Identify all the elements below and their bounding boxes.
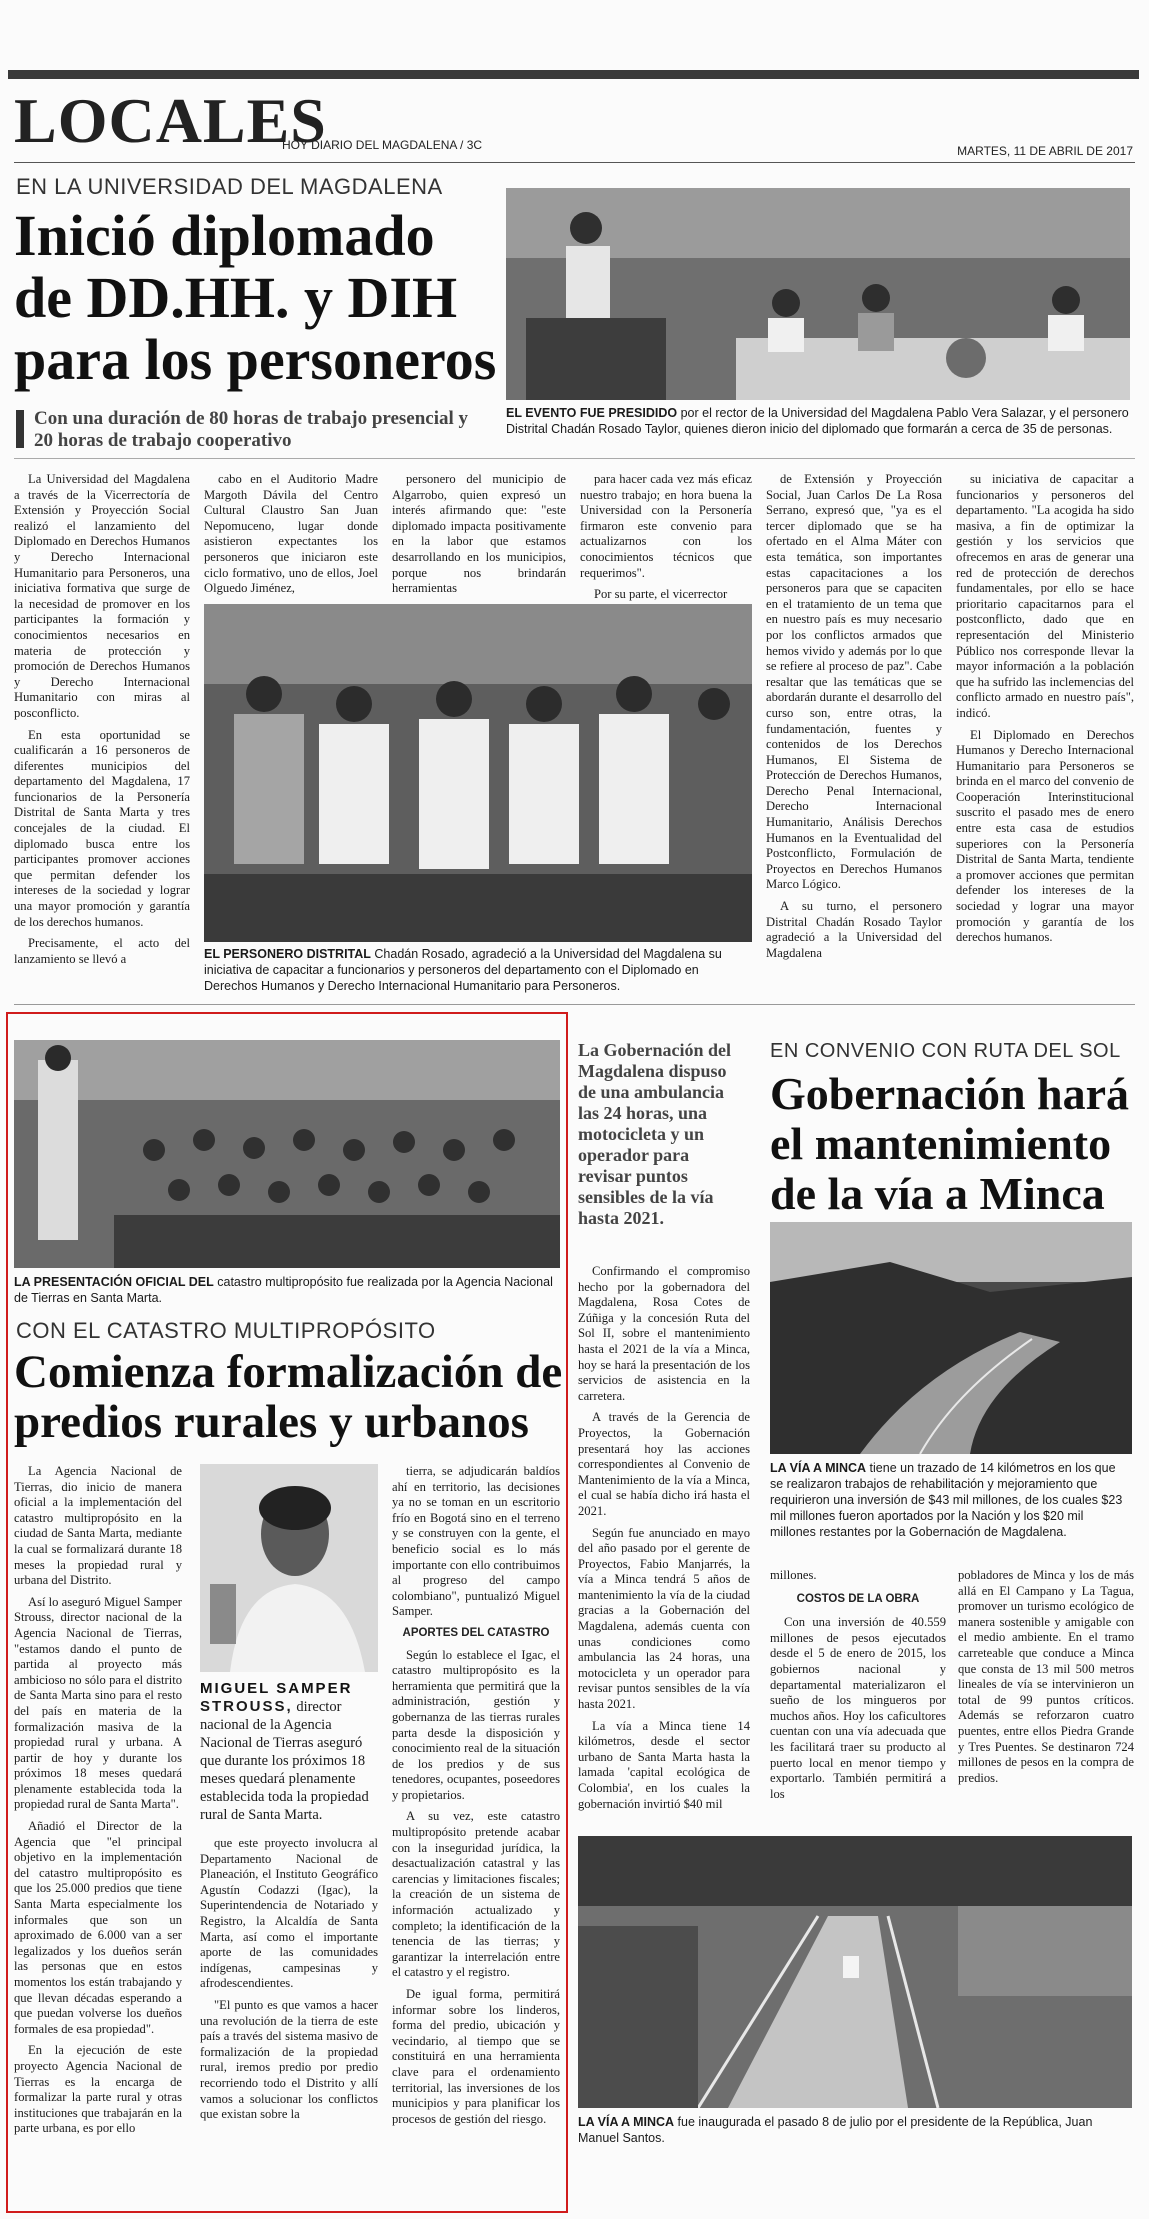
paragraph: Según fue anunciado en mayo del año pasado por el gerente de Proyectos, Fabio Manjarrés, la vía a Minca tendrá 5 años de mantenimiento la vía de la ciudad gracias a la Gobernación del Magdalena, además cuenta con unas condiciones como ambulancia las 24 horas, una motocicleta y un operador para revisar puntos sensibles de la vía hasta 2021. — [578, 1525, 750, 1712]
paragraph: Con una inversión de 40.559 millones de pesos ejecutados desde el 5 de enero de 2015, los gobiernos nacional y departamental materializaron el sueño de los mingueros por muchos años. Hoy los caficultores cuentan con una vía adecuada que les facilitará traer su producto al puerto local en menor tiempo y exportarlo. También permitirá a los — [770, 1615, 946, 1801]
story3-headline-3: de la vía a Minca — [770, 1168, 1105, 1219]
paragraph: personero del municipio de Algarrobo, quien expresó un interés afirmando que: "este diplomado impacta positivamente en la labor que estamos desarrollando en los municipios, porque nos brindarán herramientas — [392, 472, 566, 596]
paragraph: Precisamente, el acto del lanzamiento se llevó a — [14, 936, 190, 966]
paragraph: su iniciativa de capacitar a funcionarios y personeros del departamento. "La acogida ha sido masiva, a fin de optimizar la gestión y los servicios que ofrecemos en aras de generar una red de protección de derechos fundamentales, por ello se hace prioritario capacitarnos para el postconflicto, dado que en representación del Ministerio Público nos corresponde llevar la mayor información a la población que ha sufrido las inclemencias del conflicto armado en nuestro país", indicó. — [956, 472, 1134, 720]
paragraph: En esta oportunidad se cualificarán a 16 personeros de diferentes municipios del departamento del Magdalena, 17 funcionarios de la Personería Distrital de Santa Marta y tres concejales de la ciudad. El diplomado busca entre los participantes promover acciones que permitan defender los intereses de la sociedad y lograr una mayor promoción y garantía de los derechos humanos. — [14, 727, 190, 929]
byline-block — [200, 1680, 378, 1824]
story2-column-1 — [14, 1464, 182, 2143]
byline-name-2: STROUSS, — [200, 1698, 293, 1715]
paragraph: A su turno, el personero Distrital Chadán Rosado Taylor agradeció a la Universidad del Magdalena — [766, 899, 942, 960]
caption-text: tiene un trazado de 14 kilómetros en los que se realizaron trabajos de rehabilitación y mejoramiento que requirieron una inversión de $43 mil millones, de los cuales $23 mil millones fueron aportados por la Nación y los $20 mil millones restantes por la Gobernación de Magdalena. — [770, 1461, 1123, 1539]
story3-column-1 — [578, 1264, 750, 1818]
caption-text: fue inaugurada el pasado 8 de julio por el presidente de la República, Juan Manuel Santos. — [578, 2115, 1093, 2145]
caption-lead: EL EVENTO FUE PRESIDIDO — [506, 406, 678, 420]
presentation-photo — [14, 1040, 560, 1268]
story3-column-3 — [958, 1568, 1134, 1792]
story2-column-3 — [392, 1464, 560, 2133]
portrait-illustration — [200, 1464, 378, 1672]
header-rule — [8, 70, 1139, 79]
story1-headline-1: Inició diplomado — [14, 203, 435, 268]
story-divider — [14, 1004, 1135, 1005]
story1-headline-3: para los personeros — [14, 327, 497, 392]
presentation-photo-illustration — [14, 1040, 560, 1268]
story1-column-1 — [14, 472, 190, 973]
paragraph: tierra, se adjudicarán baldíos ahí en territorio, las decisiones ya no se toman en un escritorio frío en Bogotá sino en el terreno y se construyen con la gente, el beneficio social es lo más importante con ello contribuimos al progreso del campo colombiano", puntualizó Miguel Samper. — [392, 1464, 560, 1619]
story2-column-2 — [200, 1836, 378, 2129]
story1-divider — [14, 458, 1135, 459]
paragraph: La vía a Minca tiene 14 kilómetros, desde el sector urbano de Santa Marta hasta la lamada 'capital ecológica de Colombia', en los cuales la gobernación invirtió $40 mil — [578, 1718, 750, 1811]
story3-subhead: COSTOS DE LA OBRA — [796, 1592, 920, 1605]
story1-kicker: EN LA UNIVERSIDAD DEL MAGDALENA — [16, 174, 443, 199]
paragraph: La Universidad del Magdalena a través de la Vicerrectoría de Extensión y Proyección Social realizó el lanzamiento del Diplomado en Derechos Humanos y Derecho Internacional Humanitario para Personeros, una iniciativa formativa que surge de la necesidad de promover en los participantes la formación y conocimientos necesarios en materia de protección y promoción de Derechos Humanos y Derecho Internacional Humanitario con miras al posconflicto. — [14, 472, 190, 720]
caption-lead: LA PRESENTACIÓN OFICIAL DEL — [14, 1275, 214, 1289]
caption-lead: LA VÍA A MINCA — [578, 2115, 675, 2129]
audience-photo-caption — [204, 946, 752, 994]
event-photo — [506, 188, 1130, 400]
road-photo-illustration — [770, 1222, 1132, 1454]
paragraph: La Agencia Nacional de Tierras, dio inicio de manera oficial a la implementación del catastro multipropósito en la ciudad de Santa Marta, mediante la cual se formalizará durante 18 meses la propiedad rural y urbana del Distrito. — [14, 1464, 182, 1588]
event-photo-illustration — [506, 188, 1130, 400]
paragraph: "El punto es que vamos a hacer una revolución de la tierra de este país a través del sistema masivo de formalización de la propiedad rural, iremos predio por predio recorriendo todo el Distrito y allí vamos a solucionar los conflictos que existan sobre la — [200, 1997, 378, 2122]
story2-subhead: APORTES DEL CATASTRO — [402, 1626, 550, 1639]
story3-kicker: EN CONVENIO CON RUTA DEL SOL — [770, 1040, 1121, 1062]
bridge-photo — [578, 1836, 1132, 2108]
paragraph: Según lo establece el Igac, el catastro multipropósito es la herramienta que permitirá que la administración, gestión y gobernanza de las tierras rurales parta desde la disposición y conocimiento real de la situación de los predios y de sus tenedores, ocupantes, poseedores y propietarios. — [392, 1647, 560, 1802]
caption-text: catastro multipropósito fue realizada por la Agencia Nacional de Tierras en Santa Marta. — [14, 1275, 553, 1305]
section-title: LOCALES — [14, 85, 327, 156]
story3-headline-1: Gobernación hará — [770, 1068, 1130, 1119]
caption-text: por el rector de la Universidad del Magdalena Pablo Vera Salazar, y el personero Distrital Chadán Rosado Taylor, quienes dieron inicio del diplomado que formarán a cerca de 35 de personas. — [506, 406, 1129, 436]
portrait-photo — [200, 1464, 378, 1672]
paragraph: de Extensión y Proyección Social, Juan Carlos De La Rosa Serrano, expresó que, "ya es el tercer diplomado que se ha ofertado en el Alma Máter con esta temática, son importantes estas capacitaciones a los personeros para que se capaciten en el tratamiento de un tema que en nuestro país es muy necesario por los conflictos armados que hemos vivido y además por lo que se refiere al proceso de paz". Cabe resaltar que las temáticas que se abordarán durante el desarrollo del curso son, entre otras, la fundamentación, fuentes y contenidos de los Derechos Humanos, El Sistema de Protección de Derechos Humanos, Derecho Penal Internacional, Derecho Internacional Humanitario, Análisis Derechos Humanos en la Eventualidad del Postconflicto, Formulación de Proyectos en Derechos Humanos Marco Lógico. — [766, 472, 942, 892]
byline-caption — [200, 1698, 378, 1824]
paragraph: De igual forma, permitirá informar sobre los linderos, forma del predio, ubicación y vecindario, al tiempo que se constituirá en una herramienta clave para el ordenamiento territorial, las inversiones de los municipios y para planificar los procesos de gestión del riesgo. — [392, 1987, 560, 2126]
pull-quote: La Gobernación del Magdalena dispuso de una ambulancia las 24 horas, una motocicleta y un operador para revisar puntos sensibles de la vía hasta 2021. — [578, 1040, 732, 1228]
paragraph: millones. — [770, 1568, 817, 1582]
story1-column-5 — [766, 472, 942, 967]
paragraph: para hacer cada vez más eficaz nuestro trabajo; en hora buena la Universidad con la Personería firmaron este convenio para actualizarnos con los conocimientos técnicos que requerimos". — [580, 472, 752, 580]
paragraph: En la ejecución de este proyecto Agencia Nacional de Tierras es la encarga de formalizar la parte rural y otras instituciones que trabajarán en la parte urbana, es por ello — [14, 2043, 182, 2136]
byline-name-1: MIGUEL SAMPER — [200, 1680, 353, 1697]
story1-column-4 — [580, 472, 752, 609]
paragraph: A su vez, este catastro multipropósito pretende acabar con la inseguridad jurídica, la desactualización catastral y las carencias y limitaciones fiscales; la creación de un sistema de información actualizado y completo; la identificación de la tenencia de las tierras; y garantizar la interrelación entre el catastro y el registro. — [392, 1809, 560, 1980]
story3-column-2 — [770, 1568, 946, 1808]
story2-headline-1: Comienza formalización de — [14, 1346, 563, 1398]
story1-column-6 — [956, 472, 1134, 952]
paragraph: cabo en el Auditorio Madre Margoth Dávila del Centro Cultural Claustro San Juan Nepomuceno, lugar donde asistieron expectantes los personeros que iniciaron este ciclo formativo, uno de ellos, Joel Olguedo Jiménez, — [204, 472, 378, 596]
story3-headline-2: el mantenimiento — [770, 1118, 1112, 1169]
story1-column-2 — [204, 472, 378, 603]
presentation-photo-caption — [14, 1274, 560, 1306]
paragraph: Por su parte, el vicerrector — [594, 587, 728, 602]
issue-date: MARTES, 11 DE ABRIL DE 2017 — [957, 144, 1133, 158]
caption-lead: EL PERSONERO DISTRITAL — [204, 947, 371, 961]
byline-text: director nacional de la Agencia Nacional de Tierras aseguró que durante los próximos 18 meses quedará plenamente establecida toda la propiedad rural de Santa Marta. — [200, 1699, 369, 1823]
paragraph: A través de la Gerencia de Proyectos, la Gobernación presentará hoy las acciones correspondientes al Convenio de Mantenimiento de la vía a Minca, el cual se había dicho irá hasta el 2021. — [578, 1410, 750, 1518]
story1-deck: Con una duración de 80 horas de trabajo presencial y 20 horas de trabajo cooperativo — [34, 408, 469, 451]
paper-name: HOY DIARIO DEL MAGDALENA / 3C — [282, 138, 483, 152]
bridge-photo-caption — [578, 2114, 1132, 2146]
story1-column-3 — [392, 472, 566, 603]
paragraph: El Diplomado en Derechos Humanos y Derecho Internacional Humanitario para Personeros se brinda en el marco del convenio de Cooperación Interinstitucional suscrito el pasado mes de enero entre esta casa de estudios superiores con la Personería Distrital de Santa Marta, tendiente a promover acciones que permitan defender los intereses de la sociedad y lograr una mayor promoción y garantía de los derechos humanos. — [956, 727, 1134, 945]
audience-photo-illustration — [204, 604, 752, 942]
audience-photo — [204, 604, 752, 942]
paragraph: Añadió el Director de la Agencia que "el principal objetivo en la implementación del catastro multipropósito es que los 25.000 predios que tiene Santa Marta especialmente los informales que son un aproximado de 6.000 van a ser legalizados y los dueños serán las personas que en estos momentos los están trabajando y que llevan décadas esperando a que puedan volverse los dueños formales de esa propiedad". — [14, 1819, 182, 2036]
paragraph: que este proyecto involucra al Departamento Nacional de Planeación, el Instituto Geográfico Agustín Codazzi (Igac), la Superintendencia de Notariado y Registro, la Alcaldía de Santa Marta, así como el importante aporte de las comunidades indígenas, campesinas y afrodescendientes. — [200, 1836, 378, 1991]
paragraph: Confirmando el compromiso hecho por la gobernadora del Magdalena, Rosa Cotes de Zúñiga y la concesión Ruta del Sol II, sobre el mantenimiento hasta el 2021 de la vía a Minca, hoy se hará la presentación de los servicios de asistencia en la carretera. — [578, 1264, 750, 1403]
road-photo-caption — [770, 1460, 1132, 1540]
paragraph: pobladores de Minca y los de más allá en El Campano y La Tagua, promover un turismo ecológico de manera sostenible y amigable con el medio ambiente. En el tramo carreteable que conduce a Minca que consta de 13 mil 500 metros lineales de vía se intervinieron un total de 99 puntos críticos. Además se reforzaron cuatro puentes, entre ellos Piedra Grande y Tres Puentes. Se destinaron 724 millones de pesos en la compra de predios. — [958, 1568, 1134, 1785]
paragraph: Así lo aseguró Miguel Samper Strouss, director nacional de la Agencia Nacional de Tierras, "estamos dando el punto de partida al proyecto más ambicioso no sólo para el distrito de Santa Marta sino para el resto del país en materia de la formalización masiva de la propiedad rural y urbana. A partir de hoy y durante los próximos 18 meses quedará plenamente establecida toda la propiedad rural de Santa Marta". — [14, 1594, 182, 1812]
caption-lead: LA VÍA A MINCA — [770, 1461, 867, 1475]
header-divider — [14, 162, 1135, 163]
deck-bar — [16, 410, 24, 448]
story2-headline-2: predios rurales y urbanos — [14, 1396, 529, 1448]
caption-text: Chadán Rosado, agradeció a la Universidad del Magdalena su iniciativa de capacitar a funcionarios y personeros del departamento con el Diplomado en Derechos Humanos y Derecho Internacional Humanitario para Personeros. — [204, 947, 722, 993]
road-photo — [770, 1222, 1132, 1454]
event-photo-caption — [506, 405, 1130, 437]
story2-kicker: CON EL CATASTRO MULTIPROPÓSITO — [16, 1318, 436, 1343]
story1-headline-2: de DD.HH. y DIH — [14, 265, 458, 330]
bridge-photo-illustration — [578, 1836, 1132, 2108]
